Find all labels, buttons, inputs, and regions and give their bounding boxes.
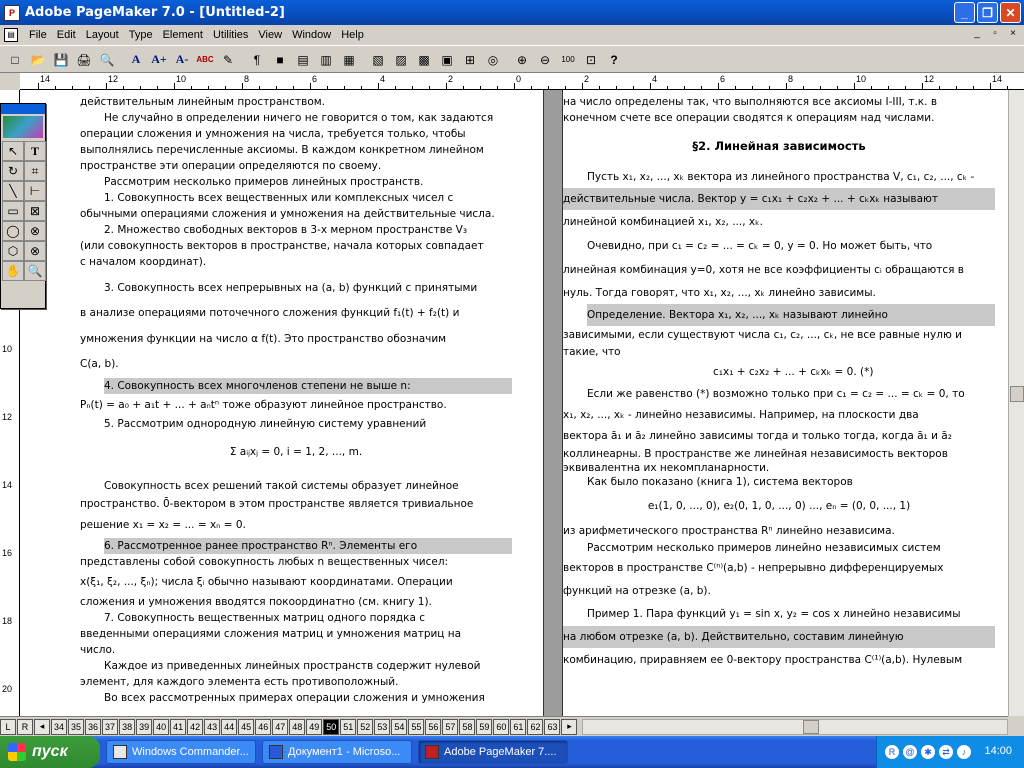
task-word-document[interactable] xyxy=(262,740,412,764)
pages-scroll-right-icon[interactable]: ▸ xyxy=(561,719,577,735)
toolbox-titlebar[interactable] xyxy=(1,104,45,114)
page-icon-50[interactable]: 50 xyxy=(323,719,339,735)
line-tool-icon[interactable]: ╲ xyxy=(2,181,24,201)
page-icon-44[interactable]: 44 xyxy=(221,719,237,735)
task-label: Adobe PageMaker 7.... xyxy=(444,746,557,758)
start-button[interactable] xyxy=(0,736,100,768)
equation: c₁x₁ + c₂x₂ + ... + cₖxₖ = 0. (*) xyxy=(713,366,874,378)
new-icon[interactable]: □ xyxy=(11,52,19,67)
layout-canvas[interactable] xyxy=(20,90,1008,716)
image-icon[interactable]: ▣ xyxy=(441,52,453,67)
ruler-label: 2 xyxy=(584,74,590,84)
menu-layout[interactable]: Layout xyxy=(85,29,119,41)
text-line: из арифметического пространства Rⁿ линейно независима. xyxy=(563,525,895,537)
window-title: Adobe PageMaker 7.0 - [Untitled-2] xyxy=(25,5,285,20)
highlighted-line: 6. Рассмотренное ранее пространство Rⁿ. Элементы его xyxy=(104,538,512,554)
text-tool-icon[interactable]: T xyxy=(24,141,46,161)
page-icon-48[interactable]: 48 xyxy=(289,719,305,735)
globe-icon[interactable]: ◎ xyxy=(487,52,499,67)
text-line: x₁, x₂, ..., xₖ - линейно независимы. Например, на плоскости два xyxy=(563,409,919,421)
pages-scroll-left-icon[interactable]: ◂ xyxy=(34,719,50,735)
text-line: конечном счете все операции сводятся к операциям над числами. xyxy=(563,112,935,124)
edit-story-icon[interactable]: ✎ xyxy=(222,52,234,67)
page-icon-62[interactable]: 62 xyxy=(527,719,543,735)
page-icon-52[interactable]: 52 xyxy=(357,719,373,735)
page-icon-60[interactable]: 60 xyxy=(493,719,509,735)
text-line: Если же равенство (*) возможно только при c₁ = c₂ = ... = cₖ = 0, то xyxy=(587,388,965,400)
text-line: Рассмотрим несколько примеров линейно независимых систем xyxy=(587,542,941,554)
text-line: функций на отрезке (a, b). xyxy=(563,585,711,597)
menu-view[interactable]: View xyxy=(258,29,283,41)
equation: Σ aᵢⱼxⱼ = 0, i = 1, 2, ..., m. xyxy=(229,446,363,458)
ruler-label: 18 xyxy=(2,616,13,626)
task-label: Документ1 - Microso... xyxy=(288,746,401,758)
print-icon[interactable]: 🖨 xyxy=(76,52,92,67)
page-icon-49[interactable]: 49 xyxy=(306,719,322,735)
text-line: Пусть x₁, x₂, ..., xₖ вектора из линейного пространства V, c₁, c₂, ..., cₖ - xyxy=(587,171,975,183)
ruler-label: 12 xyxy=(924,74,935,84)
page-icon-57[interactable]: 57 xyxy=(442,719,458,735)
ruler-tick xyxy=(854,83,855,90)
page-icon-51[interactable]: 51 xyxy=(340,719,356,735)
section-heading: §2. Линейная зависимость xyxy=(692,139,866,153)
toolbox-logo-icon xyxy=(3,116,43,138)
ruler-tick xyxy=(242,83,243,90)
text-line: Во всех рассмотренных примерах операции сложения и умножения xyxy=(104,692,485,704)
ruler-label: 14 xyxy=(40,74,51,84)
text-line: 5. Рассмотрим однородную линейную систему уравнений xyxy=(104,418,427,430)
text-line: 3. Совокупность всех непрерывных на (a, b) функций с принятыми xyxy=(104,282,478,294)
vertical-scroll-thumb[interactable] xyxy=(1010,386,1024,402)
page-icon-34[interactable]: 34 xyxy=(51,719,67,735)
text-line: 2. Множество свободных векторов в 3-х мерном пространстве V₃ xyxy=(104,224,468,236)
menu-file[interactable]: File xyxy=(29,29,47,41)
text-line: с началом координат). xyxy=(80,256,207,268)
page-icon-38[interactable]: 38 xyxy=(119,719,135,735)
text-line: 1. Совокупность всех вещественных или комплексных чисел с xyxy=(104,192,454,204)
text-line: (или совокупность векторов в пространстве, начала которых совпадает xyxy=(80,240,484,252)
zoom-out-icon[interactable]: ⊖ xyxy=(539,52,551,67)
task-windows-commander[interactable] xyxy=(106,740,256,764)
ruler-tick xyxy=(446,83,447,90)
horizontal-ruler[interactable] xyxy=(20,73,1024,90)
text-line: Пример 1. Пара функций y₁ = sin x, y₂ = cos x линейно независимы xyxy=(587,608,961,620)
text-line: действительным линейным пространством. xyxy=(80,96,326,108)
text-line: представлены собой совокупность любых n вещественных чисел: xyxy=(80,556,449,568)
text-line: элемент, для каждого элемента есть противоположный. xyxy=(80,676,399,688)
polygon-tool-icon[interactable]: ⬡ xyxy=(2,241,24,261)
font-larger-icon[interactable]: A+ xyxy=(151,52,167,66)
ruler-label: 4 xyxy=(652,74,658,84)
text-wrap-icon[interactable]: ▤ xyxy=(297,52,309,67)
ruler-label: 16 xyxy=(2,548,13,558)
fit-window-icon[interactable]: ⊡ xyxy=(585,52,597,67)
text-line: Как было показано (книга 1), система векторов xyxy=(587,476,853,488)
task-label: Windows Commander... xyxy=(132,746,249,758)
font-smaller-icon[interactable]: A- xyxy=(175,52,189,66)
vertical-scrollbar[interactable] xyxy=(1008,90,1024,716)
page-icon-56[interactable]: 56 xyxy=(425,719,441,735)
ruler-tick xyxy=(106,83,107,90)
group-icon[interactable]: ▥ xyxy=(320,52,332,67)
pagemaker-task-icon xyxy=(425,745,439,759)
hand-tool-icon[interactable]: ✋ xyxy=(2,261,24,281)
paragraph-icon[interactable]: ¶ xyxy=(253,52,261,67)
highlighted-line: 4. Совокупность всех многочленов степени не выше n: xyxy=(104,378,512,394)
menu-help[interactable]: Help xyxy=(341,29,364,41)
open-icon[interactable]: 📂 xyxy=(30,52,46,67)
highlighted-line: действительные числа. Вектор y = c₁x₁ + c₂x₂ + ... + cₖxₖ называют xyxy=(563,188,995,210)
layers-icon[interactable]: ⊞ xyxy=(464,52,476,67)
ruler-label: 8 xyxy=(788,74,794,84)
ruler-tick xyxy=(310,83,311,90)
volume-icon[interactable]: ♪ xyxy=(957,745,971,759)
lock-icon[interactable]: ▦ xyxy=(343,52,355,67)
text-line: линейная комбинация y=0, хотя не все коэффициенты cᵢ обращаются в xyxy=(563,264,964,276)
page-navigation-bar xyxy=(0,716,1008,736)
highlighted-line: Определение. Вектора x₁, x₂, ..., xₖ называют линейно xyxy=(587,304,995,326)
ruler-label: 6 xyxy=(720,74,726,84)
spell-check-icon[interactable]: ABC xyxy=(196,55,214,64)
text-line: Рассмотрим несколько примеров линейных пространств. xyxy=(104,176,424,188)
text-line: сложения и умножения вводятся покоординатно (см. книгу 1). xyxy=(80,596,432,608)
page-icon-54[interactable]: 54 xyxy=(391,719,407,735)
ellipse-tool-icon[interactable]: ◯ xyxy=(2,221,24,241)
toolbox-palette[interactable] xyxy=(0,103,46,309)
horizontal-scrollbar[interactable] xyxy=(582,719,1008,735)
minimize-button[interactable]: _ xyxy=(954,2,975,23)
crop-tool-icon[interactable]: ⌗ xyxy=(24,161,46,181)
master-right-page[interactable]: R xyxy=(17,719,33,735)
save-icon[interactable]: 💾 xyxy=(53,52,69,67)
ruler-label: 0 xyxy=(516,74,522,84)
ruler-label: 6 xyxy=(312,74,318,84)
text-line: пространстве эти операции определяются по своему. xyxy=(80,160,382,172)
constrained-line-icon[interactable]: ⊢ xyxy=(24,181,46,201)
menu-element[interactable]: Element xyxy=(162,29,203,41)
menu-utilities[interactable]: Utilities xyxy=(212,29,249,41)
ruler-label: 12 xyxy=(2,412,13,422)
page-icon-58[interactable]: 58 xyxy=(459,719,475,735)
ruler-tick xyxy=(174,83,175,90)
actual-size-icon[interactable]: 100 xyxy=(561,55,575,64)
text-line: число. xyxy=(80,644,116,656)
ruler-tick xyxy=(922,83,923,90)
text-line: x(ξ₁, ξ₂, ..., ξₙ); числа ξᵢ обычно называют координатами. Операции xyxy=(80,576,453,588)
ruler-label: 4 xyxy=(380,74,386,84)
text-line: Совокупность всех решений такой системы образует линейное xyxy=(104,480,459,492)
ruler-label: 14 xyxy=(992,74,1003,84)
bluetooth-icon[interactable]: ✱ xyxy=(921,745,935,759)
document-icon[interactable]: ▤ xyxy=(4,28,18,42)
ruler-label: 10 xyxy=(176,74,187,84)
title-bar xyxy=(0,0,1024,25)
text-line: введенными операциями сложения матриц и умножения матриц на xyxy=(80,628,462,640)
fill-icon[interactable]: ■ xyxy=(276,52,284,67)
text-line: Очевидно, при c₁ = c₂ = ... = cₖ = 0, y = 0. Но может быть, что xyxy=(587,240,933,252)
left-text-column[interactable] xyxy=(80,94,512,706)
page-gutter xyxy=(543,90,563,716)
text-line: такие, что xyxy=(563,346,621,358)
pagemaker-icon[interactable]: P xyxy=(4,5,20,21)
page-icon-39[interactable]: 39 xyxy=(136,719,152,735)
ruler-tick xyxy=(786,83,787,90)
pointer-tool-icon[interactable]: ↖ xyxy=(2,141,24,161)
ruler-label: 14 xyxy=(2,480,13,490)
page-icon-36[interactable]: 36 xyxy=(85,719,101,735)
text-line: зависимыми, если существуют числа c₁, c₂, ..., cₖ, не все равные нулю и xyxy=(563,329,962,341)
zoom-in-icon[interactable]: ⊕ xyxy=(516,52,528,67)
horizontal-scroll-thumb[interactable] xyxy=(803,720,819,734)
page-icon-46[interactable]: 46 xyxy=(255,719,271,735)
text-line: коллинеарны. В пространстве же линейная независимость векторов xyxy=(563,448,948,460)
find-icon[interactable]: 🔍 xyxy=(99,52,115,67)
rotate-tool-icon[interactable]: ↻ xyxy=(2,161,24,181)
menu-type[interactable]: Type xyxy=(128,29,153,41)
text-line: на число определены так, что выполняются все аксиомы I-III, т.к. в xyxy=(563,96,938,108)
text-line: эквивалентна их некомпланарности. xyxy=(563,462,770,474)
text-line: Pₙ(t) = a₀ + a₁t + ... + aₙtⁿ тоже образуют линейное пространство. xyxy=(80,399,447,411)
highlighted-line: на любом отрезке (a, b). Действительно, составим линейную xyxy=(563,626,995,648)
mail-icon[interactable]: @ xyxy=(903,745,917,759)
ruler-label: 10 xyxy=(2,344,13,354)
text-line: векторов в пространстве C⁽ⁿ⁾(a,b) - непрерывно дифференцируемых xyxy=(563,562,944,574)
page-icon-45[interactable]: 45 xyxy=(238,719,254,735)
clock: 14:00 xyxy=(984,745,1012,757)
page-icon-61[interactable]: 61 xyxy=(510,719,526,735)
text-line: пространство. 0̄-вектором в этом пространстве является тривиальное xyxy=(80,498,474,510)
equation: e₁(1, 0, ..., 0), e₂(0, 1, 0, ..., 0) ..., eₙ = (0, 0, ..., 1) xyxy=(647,500,911,512)
text-line: решение x₁ = x₂ = ... = xₙ = 0. xyxy=(80,519,246,531)
rectangle-frame-icon[interactable]: ⊠ xyxy=(24,201,46,221)
ruler-tick xyxy=(514,83,515,90)
ruler-tick xyxy=(990,83,991,90)
rectangle-tool-icon[interactable]: ▭ xyxy=(2,201,24,221)
language-icon[interactable]: R xyxy=(885,745,899,759)
frame-icon[interactable]: ▨ xyxy=(395,52,407,67)
page-icon-35[interactable]: 35 xyxy=(68,719,84,735)
text-line: операции сложения и умножения на числа, требуется только, чтобы xyxy=(80,128,466,140)
ruler-label: 2 xyxy=(448,74,454,84)
page-icon-42[interactable]: 42 xyxy=(187,719,203,735)
close-button[interactable]: ✕ xyxy=(1000,2,1021,23)
text-line: умножения функции на число α f(t). Это пространство обозначим xyxy=(80,333,447,345)
text-line: вектора ā₁ и ā₂ линейно зависимы тогда и только тогда, когда ā₁ и ā₂ xyxy=(563,430,952,442)
ruler-label: 12 xyxy=(108,74,119,84)
zoom-tool-icon[interactable]: 🔍 xyxy=(24,261,46,281)
page-icon-41[interactable]: 41 xyxy=(170,719,186,735)
text-line: C(a, b). xyxy=(80,358,119,370)
page-icon-47[interactable]: 47 xyxy=(272,719,288,735)
text-line: линейной комбинацией x₁, x₂, ..., xₖ. xyxy=(563,216,763,228)
text-line: выполнялись перечисленные аксиомы. В каждом конкретном линейном xyxy=(80,144,484,156)
menu-bar xyxy=(0,25,1024,46)
ruler-tick xyxy=(582,83,583,90)
page-icon-37[interactable]: 37 xyxy=(102,719,118,735)
text-line: Каждое из приведенных линейных пространств содержит нулевой xyxy=(104,660,481,672)
page-icon-59[interactable]: 59 xyxy=(476,719,492,735)
place-icon[interactable]: ▧ xyxy=(372,52,384,67)
page-icon-53[interactable]: 53 xyxy=(374,719,390,735)
page-icon-40[interactable]: 40 xyxy=(153,719,169,735)
text-line: обычными операциями сложения и умножения на действительные числа. xyxy=(80,208,495,220)
polygon-frame-icon[interactable]: ⊗ xyxy=(24,241,46,261)
ruler-tick xyxy=(38,83,39,90)
doc-close-button[interactable]: × xyxy=(1010,28,1016,39)
ruler-label: 20 xyxy=(2,684,13,694)
task-pagemaker[interactable] xyxy=(418,740,568,764)
ruler-tick xyxy=(718,83,719,90)
text-line: в анализе операциями поточечного сложения функций f₁(t) + f₂(t) и xyxy=(80,307,460,319)
windows-commander-icon xyxy=(113,745,127,759)
ellipse-frame-icon[interactable]: ⊗ xyxy=(24,221,46,241)
windows-logo-icon xyxy=(8,743,26,761)
page-icon-55[interactable]: 55 xyxy=(408,719,424,735)
text-line: Не случайно в определении ничего не говорится о том, как задаются xyxy=(104,112,494,124)
mask-icon[interactable]: ▩ xyxy=(418,52,430,67)
ruler-label: 10 xyxy=(856,74,867,84)
ruler-tick xyxy=(378,83,379,90)
text-line: нуль. Тогда говорят, что x₁, x₂, ..., xₖ линейно зависимы. xyxy=(563,287,876,299)
start-label: пуск xyxy=(32,743,68,760)
page-icon-43[interactable]: 43 xyxy=(204,719,220,735)
text-line: комбинацию, приравняем ее 0-вектору пространства C⁽¹⁾(a,b). Нулевым xyxy=(563,654,963,666)
word-icon xyxy=(269,745,283,759)
network-icon[interactable]: ⇄ xyxy=(939,745,953,759)
ruler-label: 8 xyxy=(244,74,250,84)
taskbar xyxy=(0,736,1024,768)
right-text-column[interactable] xyxy=(563,94,995,672)
ruler-tick xyxy=(650,83,651,90)
page-icon-63[interactable]: 63 xyxy=(544,719,560,735)
toolbar xyxy=(0,47,1024,73)
doc-minimize-button[interactable]: _ xyxy=(974,28,980,39)
menu-edit[interactable]: Edit xyxy=(56,29,76,41)
master-left-page[interactable]: L xyxy=(0,719,16,735)
menu-window[interactable]: Window xyxy=(292,29,332,41)
doc-restore-button[interactable]: ▫ xyxy=(993,28,997,39)
help-icon[interactable]: ? xyxy=(610,52,618,67)
maximize-button[interactable]: ❐ xyxy=(977,2,998,23)
character-icon[interactable]: A xyxy=(131,52,141,66)
text-line: 7. Совокупность вещественных матриц одного порядка с xyxy=(104,612,426,624)
